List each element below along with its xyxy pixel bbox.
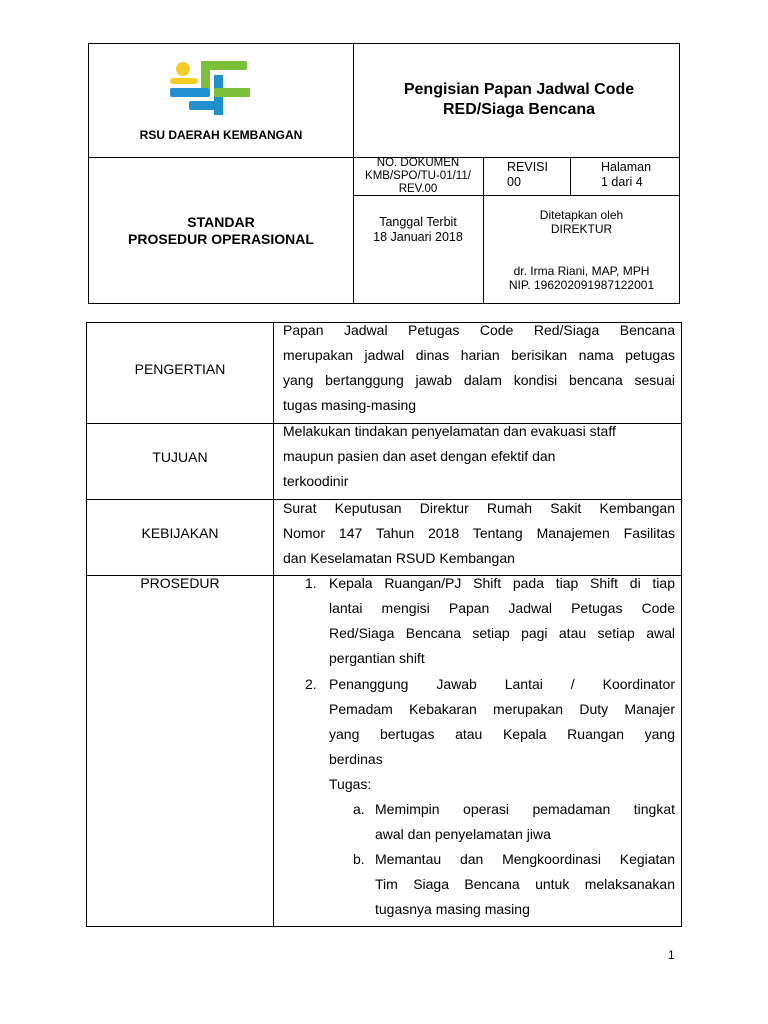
sub-item-b-line: Memantau dan Mengkoordinasi Kegiatan	[375, 851, 675, 867]
prosedur-item-1-line: pergantian shift	[329, 650, 425, 666]
sub-item-a-number: a.	[353, 801, 365, 817]
kebijakan-line: Nomor 147 Tahun 2018 Tentang Manajemen Fasilitas	[283, 525, 675, 541]
logo-green-bar-mid	[214, 88, 250, 97]
ditetapkan-value: DIREKTUR	[550, 222, 613, 236]
document-title	[359, 80, 679, 120]
halaman-value: 1 dari 4	[601, 175, 643, 189]
sop-line-1: STANDAR	[187, 214, 255, 230]
signer-name: dr. Irma Riani, MAP, MPH	[513, 264, 650, 278]
prosedur-item-2-number: 2.	[305, 676, 317, 692]
logo-green-bar-right	[201, 61, 247, 70]
tujuan-line: Melakukan tindakan penyelamatan dan evakuasi staff	[283, 423, 616, 439]
sub-item-b-line: Tim Siaga Bencana untuk melaksanakan	[375, 876, 675, 892]
tujuan-label: TUJUAN	[152, 449, 208, 465]
ditetapkan-cell	[484, 208, 679, 236]
prosedur-item-2-line: Pemadam Kebakaran merupakan Duty Manajer	[329, 701, 675, 717]
prosedur-item-2-text	[329, 672, 675, 797]
tujuan-line: maupun pasien dan aset dengan efektif dan	[283, 448, 556, 464]
revisi-value: 00	[507, 175, 521, 189]
pengertian-label: PENGERTIAN	[134, 361, 226, 377]
prosedur-item-1-line: Kepala Ruangan/PJ Shift pada tiap Shift di tiap	[329, 575, 675, 591]
revisi-cell	[507, 160, 548, 190]
prosedur-item-2-line: berdinas	[329, 751, 383, 767]
sub-item-b-number: b.	[353, 851, 365, 867]
tujuan-line: terkoodinir	[283, 473, 349, 489]
prosedur-item-2-line: yang bertugas atau Kepala Ruangan yang	[329, 726, 675, 742]
sub-item-a-text	[375, 797, 675, 847]
sub-item-b-line: tugasnya masing masing	[375, 901, 530, 917]
doc-number-label: NO. DOKUMEN	[376, 157, 460, 169]
document-header-table	[88, 43, 680, 304]
hospital-name: RSU DAERAH KEMBANGAN	[139, 128, 303, 142]
doc-number-cell	[353, 157, 483, 196]
title-line-2: RED/Siaga Bencana	[442, 101, 596, 118]
doc-number-line-1: KMB/SPO/TU-01/11/	[365, 170, 471, 182]
sop-content-table	[86, 322, 682, 927]
signer-nip: NIP. 196202091987122001	[508, 278, 655, 292]
title-line-1: Pengisian Papan Jadwal Code	[403, 81, 635, 98]
halaman-cell	[601, 160, 651, 190]
halaman-label: Halaman	[601, 160, 652, 174]
sub-item-a-line: Memimpin operasi pemadaman tingkat	[375, 801, 675, 817]
sop-line-2: PROSEDUR OPERASIONAL	[128, 231, 314, 247]
logo-blue-bar-left	[170, 88, 210, 97]
prosedur-item-2-line: Penanggung Jawab Lantai / Koordinator	[329, 676, 675, 692]
pengertian-line: Papan Jadwal Petugas Code Red/Siaga Bencana	[283, 322, 675, 338]
prosedur-item-1-line: Red/Siaga Bencana setiap pagi atau setiap awal	[329, 625, 675, 641]
pengertian-line: merupakan jadwal dinas harian berisikan nama petugas	[283, 347, 675, 363]
pengertian-line: yang bertanggung jawab dalam kondisi bencana sesuai	[283, 372, 675, 388]
tanggal-terbit-cell	[353, 215, 483, 245]
logo-yellow-bar	[170, 78, 198, 84]
kebijakan-line: dan Keselamatan RSUD Kembangan	[283, 550, 515, 566]
kebijakan-line: Surat Keputusan Direktur Rumah Sakit Kembangan	[283, 500, 675, 516]
hospital-logo	[167, 58, 255, 120]
prosedur-item-1-text	[329, 571, 675, 671]
revisi-label: REVISI	[507, 160, 548, 174]
sub-item-a-line: awal dan penyelamatan jiwa	[375, 826, 551, 842]
signer-block	[484, 264, 679, 292]
pengertian-text	[283, 318, 675, 418]
tanggal-value: 18 Januari 2018	[373, 230, 463, 244]
tanggal-label: Tanggal Terbit	[379, 215, 457, 229]
logo-blue-bar-bottom	[189, 101, 223, 110]
prosedur-item-1-number: 1.	[305, 575, 317, 591]
sop-label	[89, 214, 353, 248]
kebijakan-text	[283, 496, 675, 571]
kebijakan-label: KEBIJAKAN	[141, 525, 219, 541]
prosedur-item-1-line: lantai mengisi Papan Jadwal Petugas Code	[329, 600, 675, 616]
sub-item-b-text	[375, 847, 675, 922]
page-number: 1	[668, 948, 675, 962]
doc-number-line-2: REV.00	[398, 183, 438, 195]
ditetapkan-label: Ditetapkan oleh	[539, 208, 624, 222]
tujuan-text	[283, 419, 675, 494]
prosedur-label: PROSEDUR	[140, 575, 220, 591]
tugas-label: Tugas:	[329, 776, 372, 792]
pengertian-line: tugas masing-masing	[283, 397, 417, 413]
logo-yellow-dot	[176, 62, 190, 76]
